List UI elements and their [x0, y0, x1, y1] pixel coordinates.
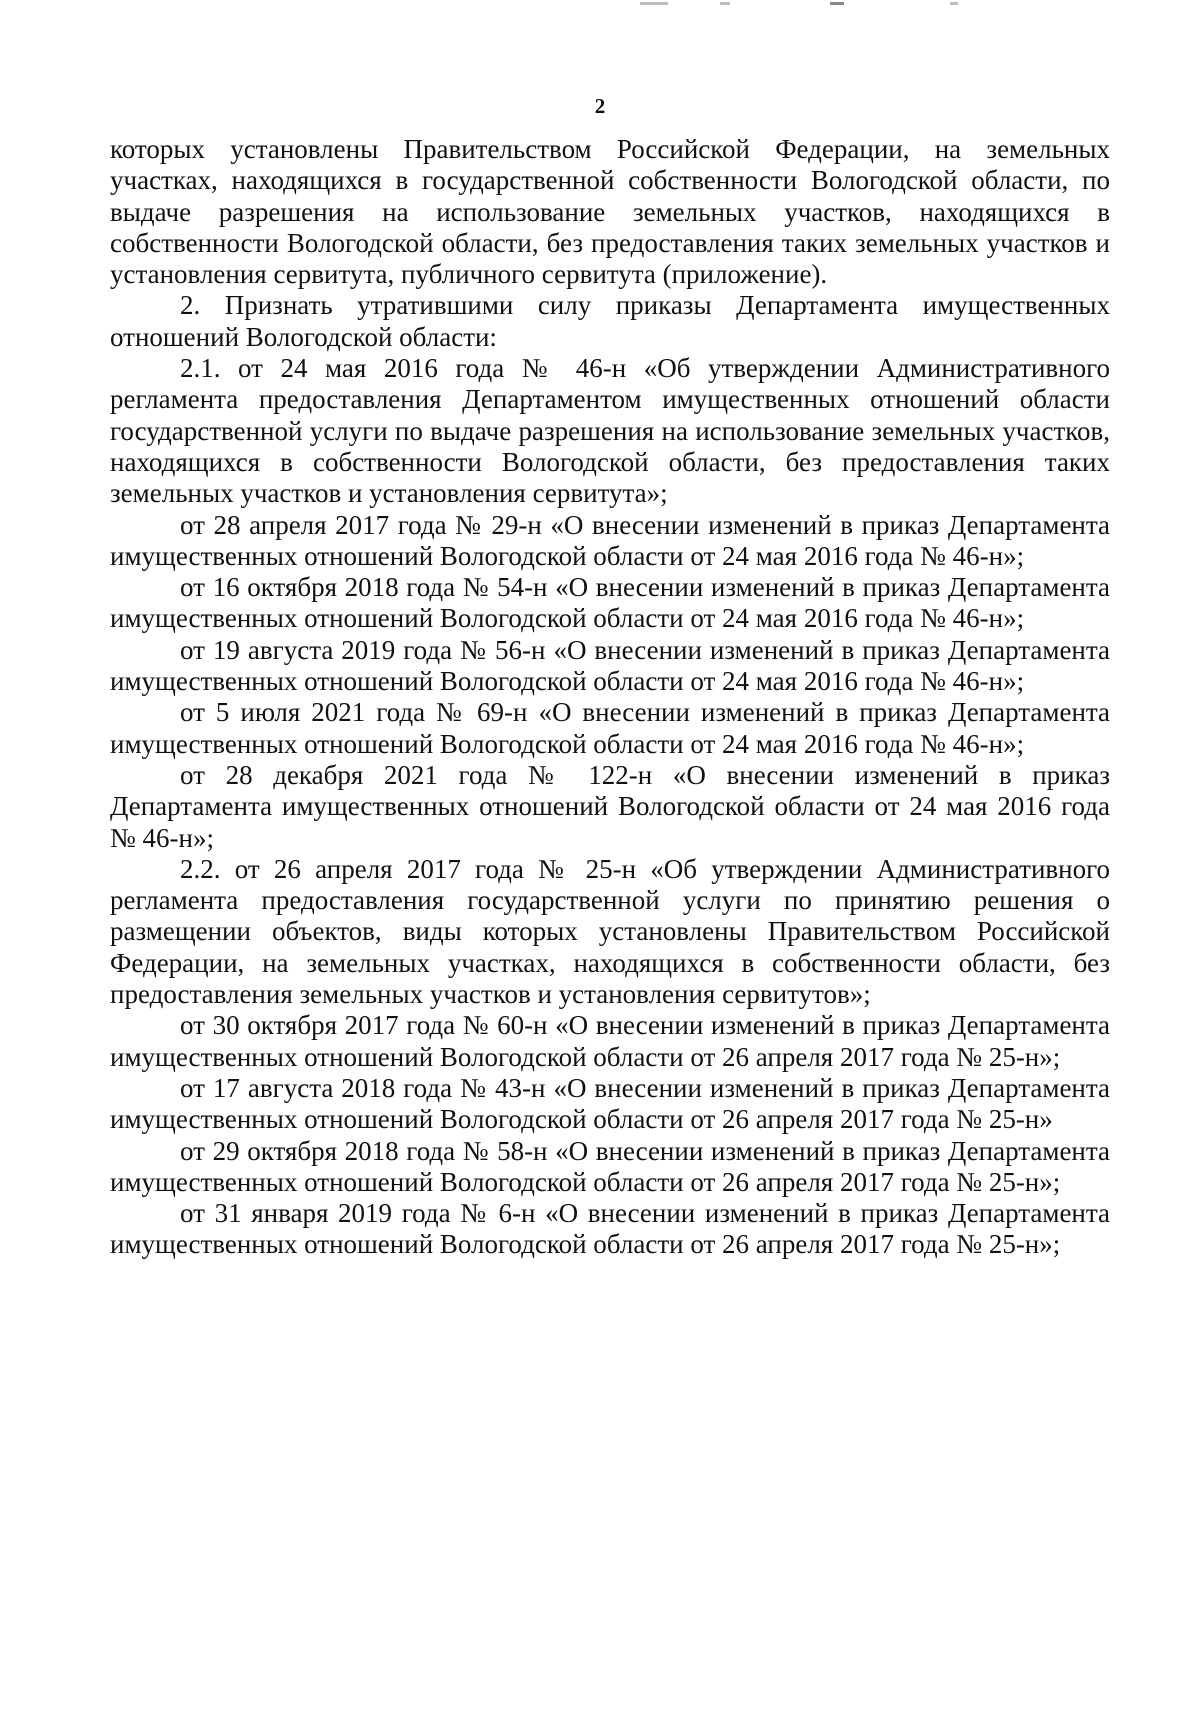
- page-number: 2: [594, 94, 606, 118]
- paragraph-item-2-2: 2.2. от 26 апреля 2017 года № 25-н «Об утверждении Административного регламента предоставления государственной услуги по принятию решения о размещении объектов, виды которых установлены Правительством Российской Федерации, на земельных участках, находящихся в собственности области, без предоставления земельных участков и установления сервитутов»;: [110, 853, 1110, 1010]
- paragraph-amendment: от 28 апреля 2017 года № 29-н «О внесении изменений в приказ Департамента имущественных отношений Вологодской области от 24 мая 2016 года № 46-н»;: [110, 509, 1110, 571]
- paragraph-amendment: от 5 июля 2021 года № 69-н «О внесении изменений в приказ Департамента имущественных отношений Вологодской области от 24 мая 2016 года № 46-н»;: [110, 697, 1110, 759]
- scan-artifact: [640, 2, 668, 5]
- paragraph-amendment: от 28 декабря 2021 года № 122-н «О внесении изменений в приказ Департамента имущественных отношений Вологодской области от 24 мая 2016 года № 46-н»;: [110, 759, 1110, 853]
- scan-artifact: [720, 2, 730, 5]
- scan-artifact: [830, 2, 844, 5]
- scan-artifact: [950, 2, 958, 5]
- paragraph-amendment: от 19 августа 2019 года № 56-н «О внесении изменений в приказ Департамента имущественных отношений Вологодской области от 24 мая 2016 года № 46-н»;: [110, 634, 1110, 697]
- paragraph-amendment: от 29 октября 2018 года № 58-н «О внесении изменений в приказ Департамента имущественных отношений Вологодской области от 26 апреля 2017 года № 25-н»;: [110, 1135, 1110, 1197]
- paragraph-amendment: от 30 октября 2017 года № 60-н «О внесении изменений в приказ Департамента имущественных отношений Вологодской области от 26 апреля 2017 года № 25-н»;: [110, 1010, 1110, 1072]
- paragraph-amendment: от 31 января 2019 года № 6-н «О внесении изменений в приказ Департамента имущественных отношений Вологодской области от 26 апреля 2017 года № 25-н»;: [110, 1198, 1110, 1260]
- document-body: [110, 134, 1110, 1261]
- paragraph-item-2: 2. Признать утратившими силу приказы Департамента имущественных отношений Вологодской области:: [110, 290, 1110, 352]
- paragraph-item-2-1: 2.1. от 24 мая 2016 года № 46-н «Об утверждении Административного регламента предоставления Департаментом имущественных отношений области государственной услуги по выдаче разрешения на использование земельных участков, находящихся в собственности Вологодской области, без предоставления таких земельных участков и установления сервитута»;: [110, 353, 1110, 509]
- paragraph-amendment: от 17 августа 2018 года № 43-н «О внесении изменений в приказ Департамента имущественных отношений Вологодской области от 26 апреля 2017 года № 25-н»: [110, 1072, 1110, 1135]
- paragraph-continuation: которых установлены Правительством Российской Федерации, на земельных участках, находящихся в государственной собственности Вологодской области, по выдаче разрешения на использование земельных участков, находящихся в собственности Вологодской области, без предоставления таких земельных участков и установления сервитута, публичного сервитута (приложение).: [110, 134, 1110, 290]
- paragraph-amendment: от 16 октября 2018 года № 54-н «О внесении изменений в приказ Департамента имущественных отношений Вологодской области от 24 мая 2016 года № 46-н»;: [110, 572, 1110, 634]
